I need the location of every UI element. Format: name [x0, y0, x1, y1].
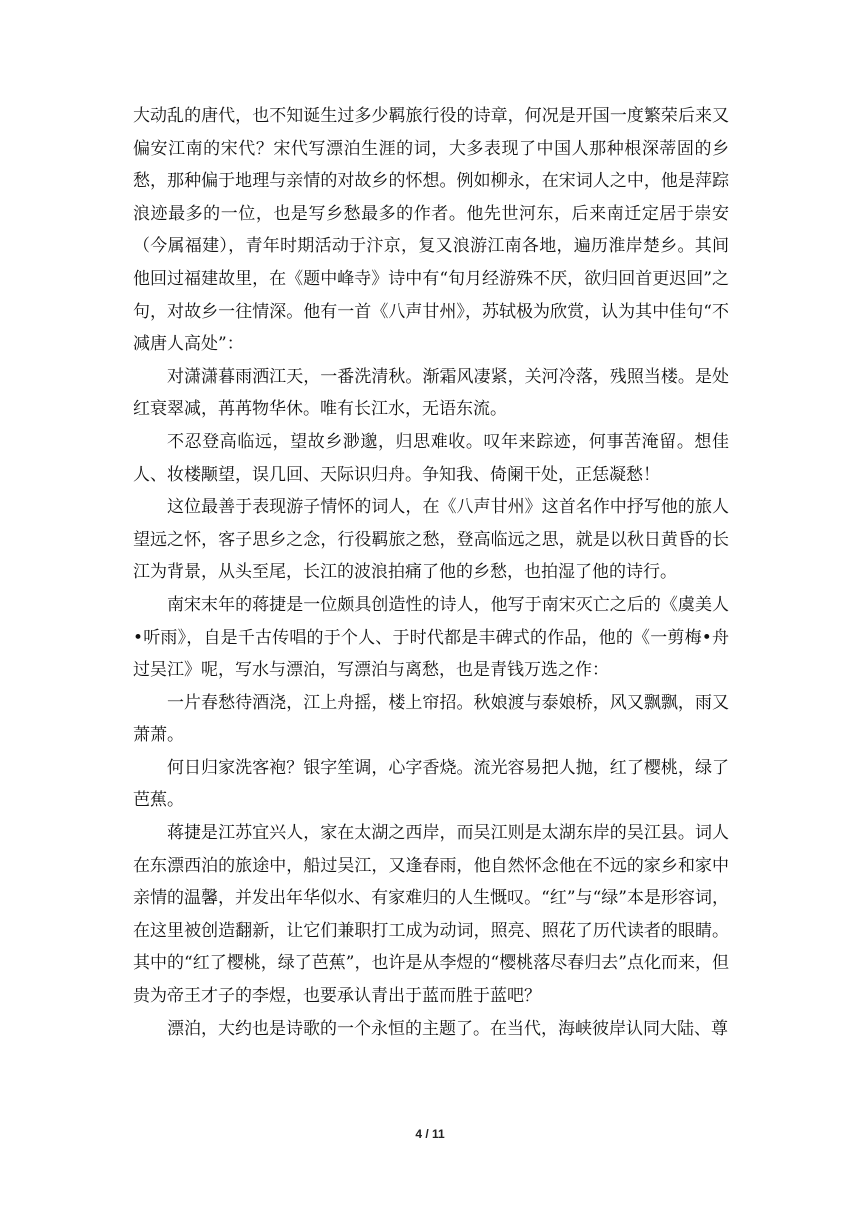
paragraph-9: 漂泊，大约也是诗歌的一个永恒的主题了。在当代，海峡彼岸认同大陆、尊 [167, 1018, 728, 1039]
paragraph-7: 何日归家洗客袍？银字笙调，心字香烧。流光容易把人抛，红了樱桃，绿了芭蕉。 [133, 757, 729, 811]
paragraph-4: 这位最善于表现游子情怀的词人，在《八声甘州》这首名作中抒写他的旅人望远之怀，客子思乡之念，行役羁旅之愁，登高临远之思，就是以秋日黄昏的长江为背景，从头至尾，长江的波浪拍痛了他的乡愁，也拍湿了他的诗行。 [133, 497, 729, 583]
document-body [133, 100, 729, 1045]
paragraph-3: 不忍登高临远，望故乡渺邈，归思难收。叹年来踪迹，何事苦淹留。想佳人、妆楼颙望，误几回、天际识归舟。争知我、倚阑干处，正恁凝愁！ [133, 431, 729, 485]
paragraph-5: 南宋末年的蒋捷是一位颇具创造性的诗人，他写于南宋灭亡之后的《虞美人•听雨》，自是千古传唱的于个人、于时代都是丰碑式的作品，他的《一剪梅•舟过吴江》呢，写水与漂泊，写漂泊与离愁，也是青钱万选之作： [133, 594, 729, 681]
page-number: 4 / 11 [415, 1127, 445, 1141]
paragraph-6: 一片春愁待酒浇，江上舟摇，楼上帘招。秋娘渡与泰娘桥，风又飘飘，雨又萧萧。 [133, 692, 729, 746]
paragraph-2: 对潇潇暮雨洒江天，一番洗清秋。渐霜风凄紧，关河冷落，残照当楼。是处红衰翠减，苒苒物华休。唯有长江水，无语东流。 [133, 366, 729, 420]
paragraph-8: 蒋捷是江苏宜兴人，家在太湖之西岸，而吴江则是太湖东岸的吴江县。词人在东漂西泊的旅途中，船过吴江，又逢春雨，他自然怀念他在不远的家乡和家中亲情的温馨，并发出年华似水、有家难归的人生慨叹。“红”与“绿”本是形容词，在这里被创造翻新，让它们兼职打工成为动词，照亮、照花了历代读者的眼睛。其中的“红了樱桃，绿了芭蕉”，也许是从李煜的“樱桃落尽春归去”点化而来，但贵为帝王才子的李煜，也要承认青出于蓝而胜于蓝吧？ [133, 823, 729, 1007]
paragraph-1: 大动乱的唐代，也不知诞生过多少羁旅行役的诗章，何况是开国一度繁荣后来又偏安江南的宋代？宋代写漂泊生涯的词，大多表现了中国人那种根深蒂固的乡愁，那种偏于地理与亲情的对故乡的怀想。例如柳永，在宋词人之中，他是萍踪浪迹最多的一位，也是写乡愁最多的作者。他先世河东，后来南迁定居于崇安（今属福建），青年时期活动于汴京，复又浪游江南各地，遍历淮岸楚乡。其间他回过福建故里，在《题中峰寺》诗中有“旬月经游殊不厌，欲归回首更迟回”之句，对故乡一往情深。他有一首《八声甘州》，苏轼极为欣赏，认为其中佳句“不减唐人高处”： [133, 106, 729, 355]
